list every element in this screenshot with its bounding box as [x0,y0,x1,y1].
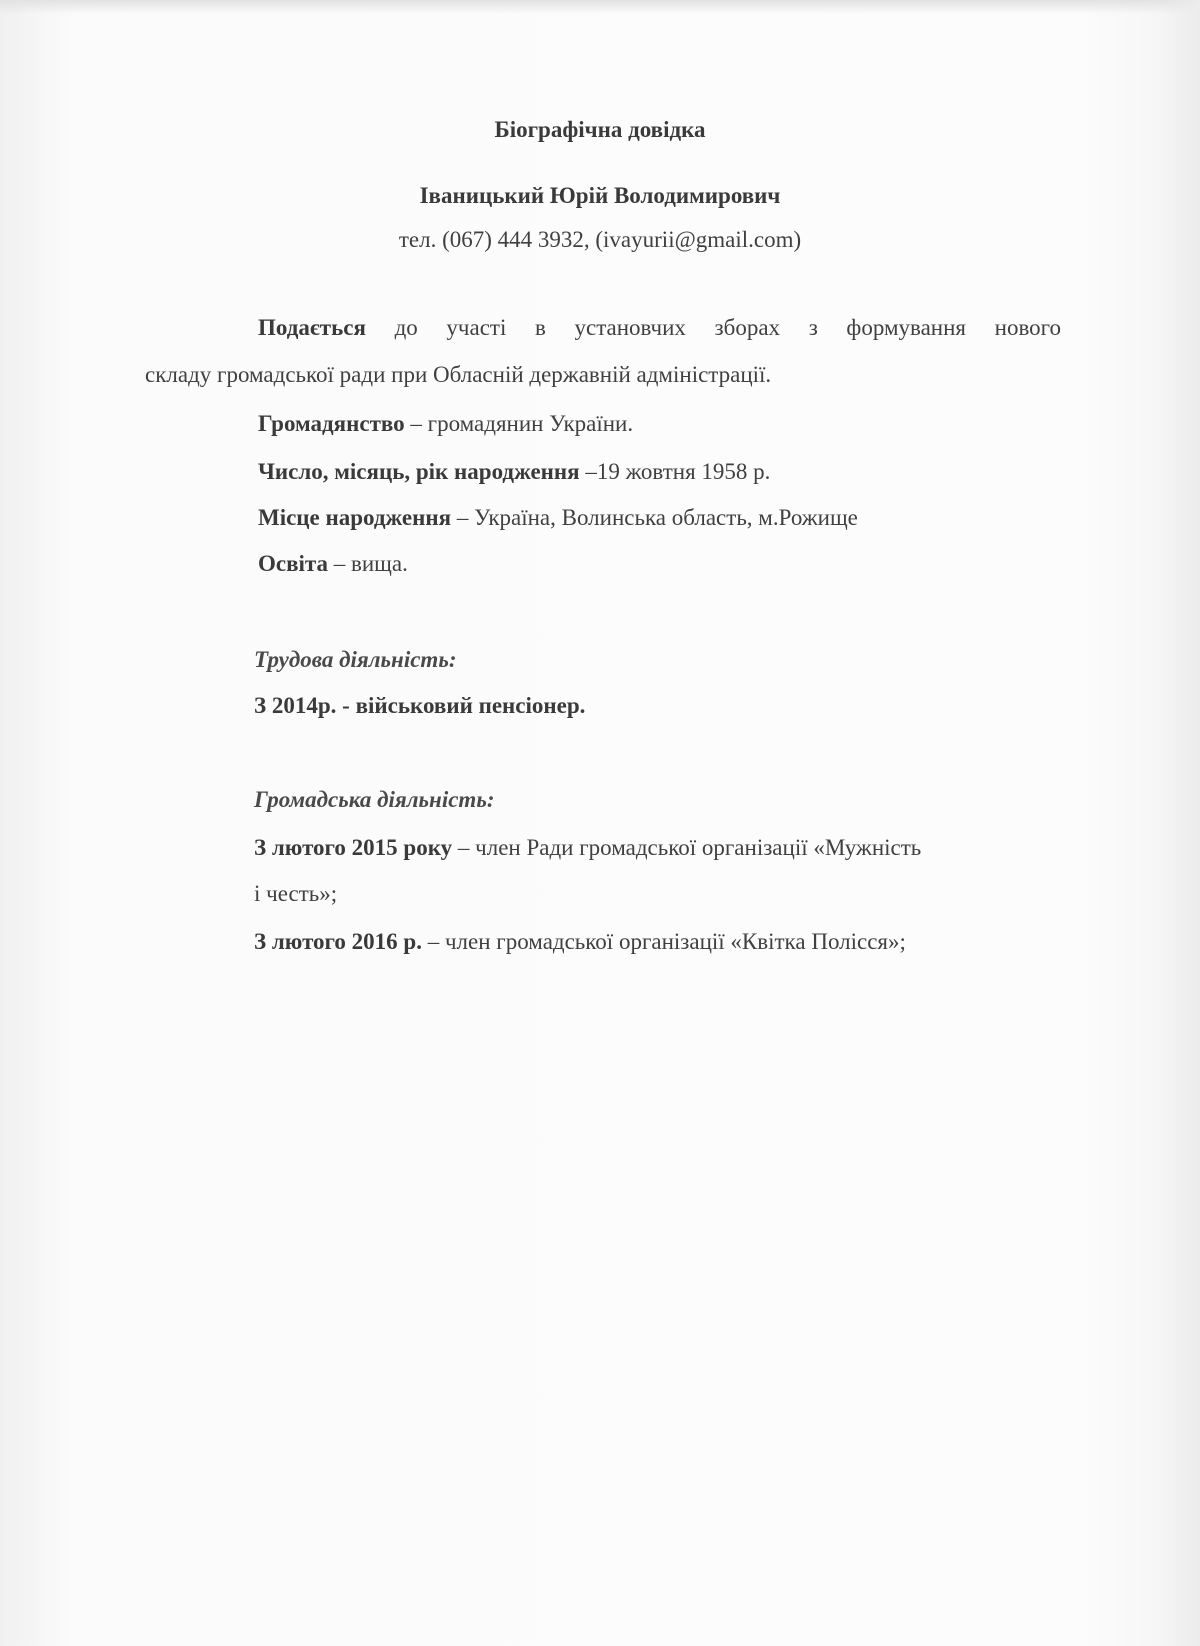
intro-line-2: складу громадської ради при Обласній державній адміністрації. [145,362,772,387]
scan-edge-top [0,0,1200,14]
entry-lead: З лютого 2016 р. [254,929,422,954]
work-heading: Трудова діяльність: [254,647,457,672]
field-value: – Україна, Волинська область, м.Рожище [451,505,858,530]
field-label: Місце народження [258,505,452,530]
work-entry: З 2014р. - військовий пенсіонер. [254,693,586,718]
field-birthplace [258,504,858,532]
field-value: – громадянин України. [404,411,634,436]
document-title: Біографічна довідка [494,117,706,142]
field-citizenship [258,410,633,438]
contact-info: тел. (067) 444 3932, (ivayurii@gmail.com) [398,227,802,252]
public-entry-2 [254,928,906,956]
intro-line-1 [258,314,1061,342]
intro-bold: Подається [258,315,366,340]
field-birthdate [258,458,770,486]
intro-rest: до участі в установчих зборах з формування нового [394,315,1062,340]
entry-text: – член громадської організації «Квітка Полісся»; [421,929,906,954]
person-name: Іваницький Юрій Володимирович [419,183,781,208]
field-label: Освіта [258,551,328,576]
public-heading: Громадська діяльність: [254,787,495,812]
field-value: –19 жовтня 1958 р. [579,459,771,484]
field-education [258,550,408,578]
entry-text: – член Ради громадської організації «Мужність [452,835,922,860]
entry-lead: З лютого 2015 року [254,835,453,860]
field-label: Громадянство [258,411,405,436]
field-value: – вища. [328,551,408,576]
field-label: Число, місяць, рік народження [258,459,580,484]
public-entry-1-continuation: і честь»; [254,881,338,906]
public-entry-1 [254,834,921,862]
